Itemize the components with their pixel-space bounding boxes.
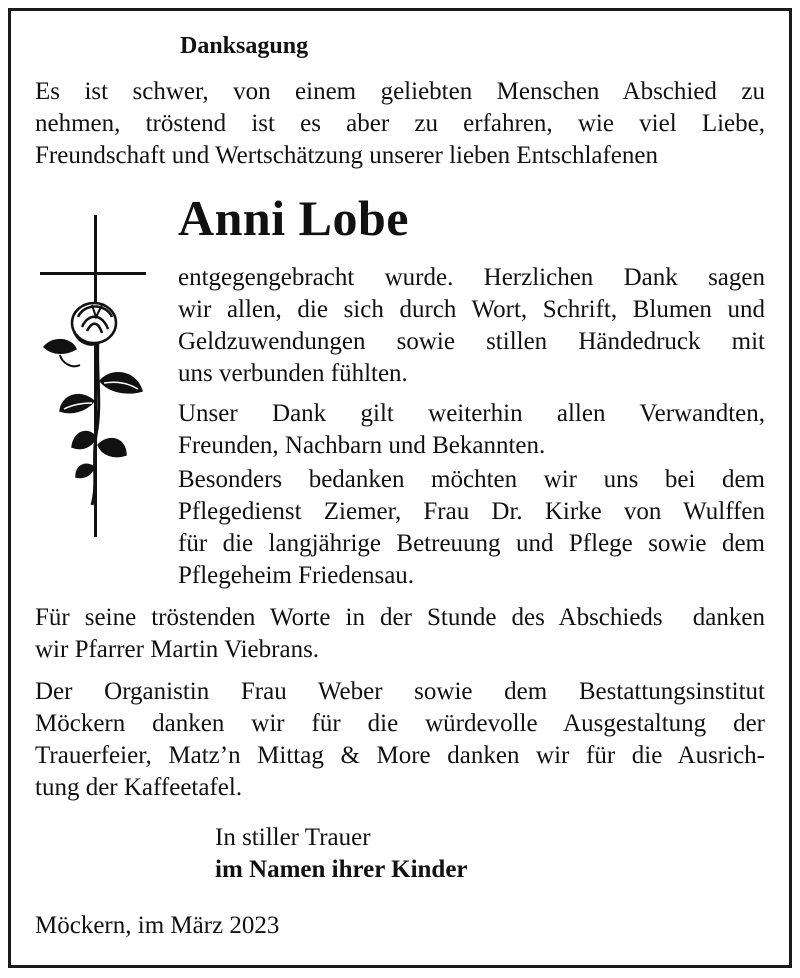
special-thanks-line: Besonders bedanken möchten wir uns bei dem: [178, 466, 765, 493]
deceased-name: Anni Lobe: [178, 190, 409, 246]
closing-signature: im Namen ihrer Kinder: [215, 856, 468, 883]
pastor-line: wir Pfarrer Martin Viebrans.: [35, 636, 320, 663]
relatives-line: Freunden, Nachbarn und Bekannten.: [178, 432, 546, 459]
thanks-line: Geldzuwendungen sowie stillen Händedruck mit: [178, 328, 765, 355]
organist-line: tung der Kaffeetafel.: [35, 774, 243, 801]
intro-line: Freundschaft und Wertschätzung unserer lieben Entschlafenen: [35, 142, 658, 169]
special-thanks-line: für die langjährige Betreuung und Pflege sowie dem: [178, 530, 765, 557]
closing-line: In stiller Trauer: [215, 824, 371, 851]
thanks-line: wir allen, die sich durch Wort, Schrift, Blumen und: [178, 296, 765, 323]
intro-line: nehmen, tröstend ist es aber zu erfahren, wie viel Liebe,: [35, 110, 765, 137]
pastor-line: Für seine tröstenden Worte in der Stunde des Abschieds danken: [35, 604, 765, 631]
intro-paragraph: [35, 76, 765, 172]
organist-line: Der Organistin Frau Weber sowie dem Bestattungsinstitut: [35, 678, 765, 705]
thanks-line: uns verbunden fühlten.: [178, 360, 408, 387]
rose-icon: [44, 303, 142, 505]
special-thanks-paragraph: [178, 464, 765, 592]
cross-with-rose-icon: [32, 205, 152, 545]
thanks-line: entgegengebracht wurde. Herzlichen Dank sagen: [178, 264, 765, 291]
organist-line: Möckern danken wir für die würdevolle Ausgestaltung der: [35, 710, 765, 737]
place-date: Möckern, im März 2023: [35, 912, 280, 939]
intro-line: Es ist schwer, von einem geliebten Menschen Abschied zu: [35, 78, 765, 105]
organist-paragraph: [35, 676, 765, 804]
pastor-paragraph: [35, 602, 765, 666]
relatives-line: Unser Dank gilt weiterhin allen Verwandten,: [178, 400, 765, 427]
thanks-paragraph: [178, 262, 765, 390]
relatives-paragraph: [178, 398, 765, 462]
special-thanks-line: Pflegedienst Ziemer, Frau Dr. Kirke von Wulffen: [178, 498, 765, 525]
notice-heading: Danksagung: [180, 33, 309, 59]
organist-line: Trauerfeier, Matz’n Mittag & More danken wir für die Ausrich-: [35, 742, 765, 769]
special-thanks-line: Pflegeheim Friedensau.: [178, 562, 415, 589]
